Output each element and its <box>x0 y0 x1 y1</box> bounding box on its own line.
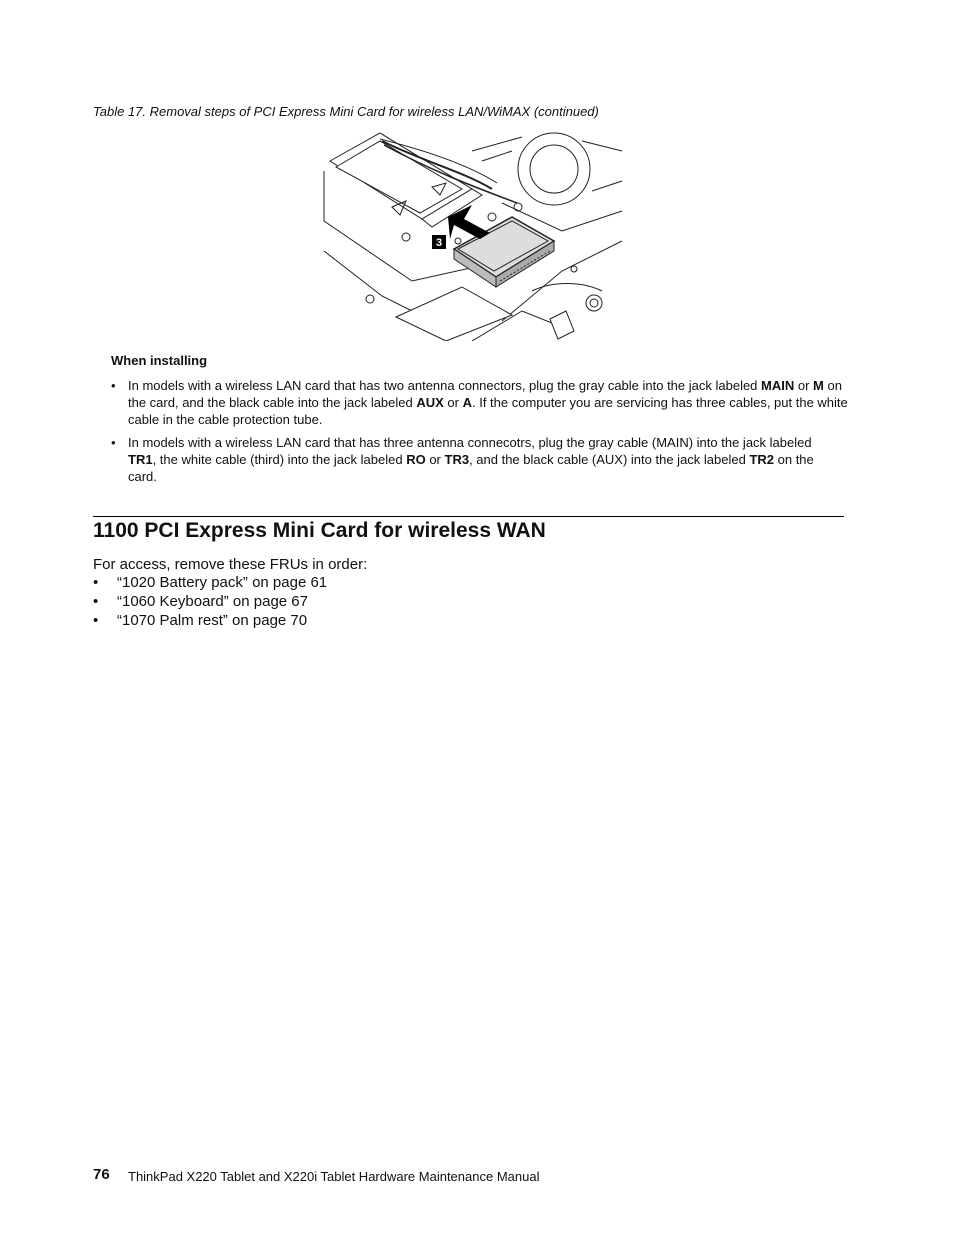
install-bullet <box>111 434 851 485</box>
fru-list-item <box>93 593 308 610</box>
install-bullet-text: In models with a wireless LAN card that has three antenna connecotrs, plug the gray cable (MAIN) into the jack labeled TR1, the white cable (third) into the jack labeled RO or TR3, and the black cable (AUX) into the jack labeled TR2 on the card. <box>128 435 814 484</box>
bullet-icon: • <box>111 435 116 450</box>
table-caption: Table 17. Removal steps of PCI Express Mini Card for wireless LAN/WiMAX (continued) <box>93 104 599 119</box>
bullet-icon: • <box>111 378 116 393</box>
when-installing-heading: When installing <box>111 353 208 368</box>
section-divider <box>93 516 844 517</box>
access-intro: For access, remove these FRUs in order: <box>93 556 368 573</box>
bullet-icon: • <box>93 612 99 629</box>
fru-link[interactable]: “1020 Battery pack” on page 61 <box>117 574 328 591</box>
page-number: 76 <box>93 1166 110 1183</box>
bullet-icon: • <box>93 593 99 610</box>
fru-link[interactable]: “1060 Keyboard” on page 67 <box>117 593 308 610</box>
fru-link[interactable]: “1070 Palm rest” on page 70 <box>117 612 308 629</box>
install-bullet <box>111 377 851 428</box>
bullet-icon: • <box>93 574 99 591</box>
footer-title: ThinkPad X220 Tablet and X220i Tablet Hardware Maintenance Manual <box>128 1169 540 1184</box>
pci-express-mini-card-removal-illustration <box>322 131 624 341</box>
step-number: 3 <box>435 237 443 249</box>
section-title: 1100 PCI Express Mini Card for wireless WAN <box>93 519 546 542</box>
install-bullet-text: In models with a wireless LAN card that has two antenna connectors, plug the gray cable into the jack labeled MAIN or M on the card, and the black cable into the jack labeled AUX or A. If the computer you are servicing has three cables, put the white cable in the cable protection tube. <box>128 378 848 427</box>
fru-list-item <box>93 612 307 629</box>
fru-list-item <box>93 574 327 591</box>
